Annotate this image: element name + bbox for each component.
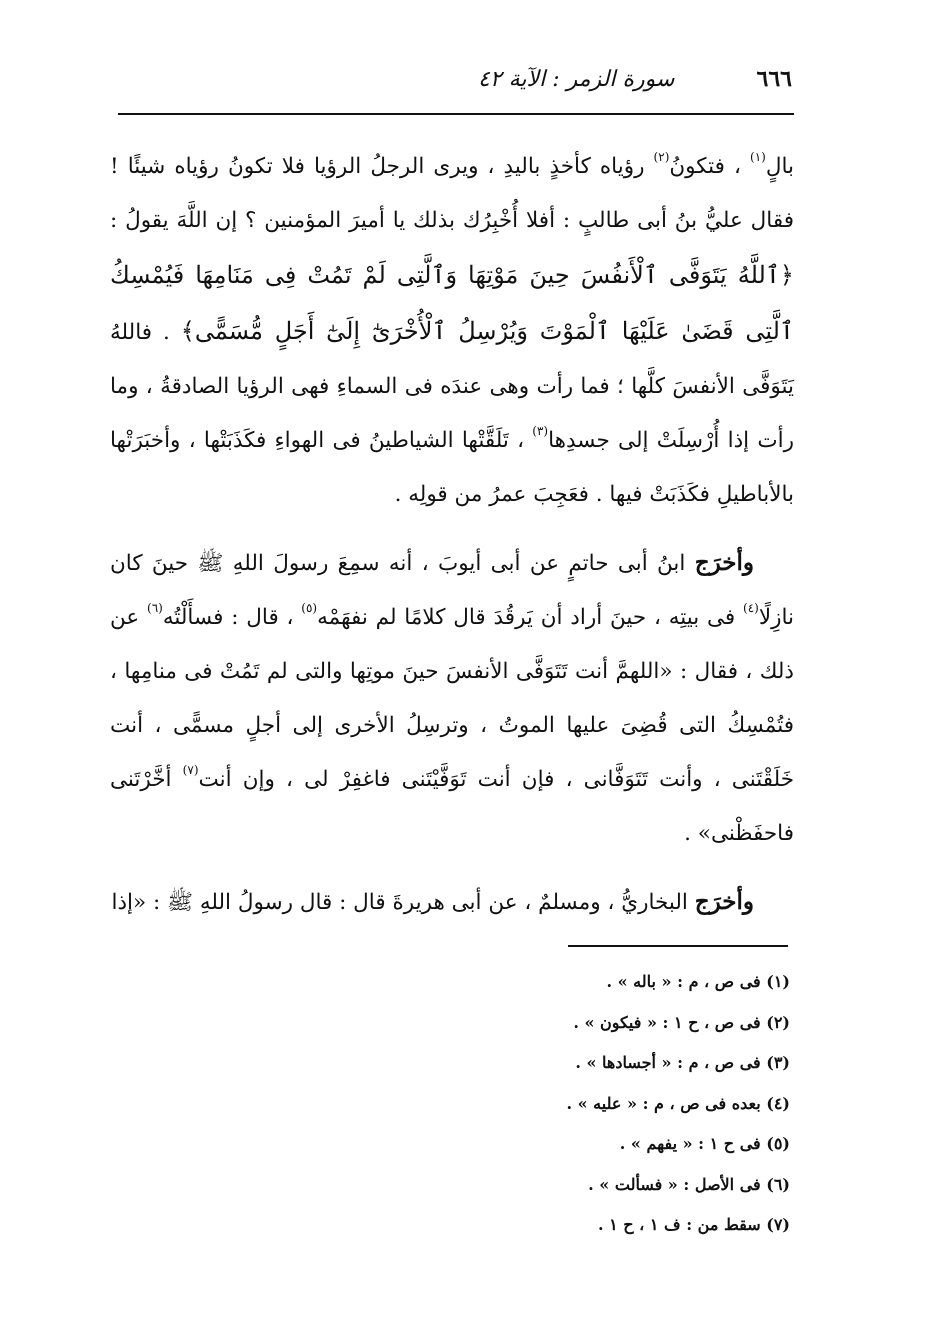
text-run: ، قال : فسأَلْتُه <box>162 605 302 630</box>
text-run: فى بيتِه ، حينَ أراد أن يَرقُدَ قال كلامًا لم نفهَمْه <box>317 605 743 630</box>
paragraph-1 <box>110 140 794 522</box>
page-number: ٦٦٦ <box>756 66 792 92</box>
footnote-3: (٣) فى ص ، م : « أجسادها » . <box>575 1053 790 1072</box>
text-run: ، تَلَقَّتْها الشياطينُ فى الهواءِ فكَذَبَتْها ، وأخبَرَتْها بالأباطيلِ فكَذَبَتْ فيها . فعَجِبَ عمرُ من قولِه . <box>110 428 794 507</box>
footnotes <box>300 962 790 1246</box>
text-run: رؤياه كأخذٍ باليدِ ، ويرى الرجلُ الرؤيا فلا تكونُ رؤياه شيئًا ! فقال عليُّ بنُ أبى طالبٍ : أفلا أُخْبِرُك بذلك يا أميرَ المؤمنين ؟ إن اللَّهَ يقولُ : <box>110 154 794 233</box>
narration-lead: وأخرَج <box>694 888 754 915</box>
text-run: بالٍ <box>765 154 794 179</box>
header-rule <box>118 113 794 115</box>
footnote-2: (٢) فى ص ، ح ١ : « فيكون » . <box>573 1012 790 1032</box>
footnote-6: (٦) فى الأصل : « فسألت » . <box>588 1174 790 1194</box>
footnote-ref-2: (٢) <box>653 150 670 164</box>
paragraph-2 <box>110 536 794 861</box>
paragraph-3 <box>110 875 794 930</box>
footnote-5: (٥) فى ح ١ : « يفهم » . <box>619 1134 790 1153</box>
quran-verse: ﴿ٱللَّهُ يَتَوَفَّى ٱلْأَنفُسَ حِينَ مَوْتِهَا وَٱلَّتِى لَمْ تَمُتْ فِى مَنَامِهَا فَيُمْسِكُ ٱلَّتِى قَضَىٰ عَلَيْهَا ٱلْمَوْتَ وَيُرْسِلُ ٱلْأُخْرَىٰٓ إِلَىٰٓ أَجَلٍ مُّسَمًّى﴾ <box>110 261 794 345</box>
footnote-ref-3: (٣) <box>532 424 549 438</box>
footnote-ref-7: (٧) <box>182 763 199 777</box>
text-run: أخَّرْتَنى فاحفَظْنى» . <box>110 767 794 846</box>
footnote-ref-1: (١) <box>750 150 766 164</box>
text-run: ، فتكونُ <box>669 154 750 179</box>
running-header <box>118 66 792 92</box>
main-text <box>110 140 794 930</box>
footnote-1: (١) فى ص ، م : « باله » . <box>606 972 790 991</box>
footnote-ref-4: (٤) <box>743 601 759 615</box>
footnote-7: (٧) سقط من : ف ١ ، ح ١ . <box>597 1215 790 1234</box>
text-run: البخاريُّ ، ومسلمٌ ، عن أبى هريرةَ قال : قال رسولُ اللهِ ﷺ : «إذا <box>111 890 695 915</box>
surah-title: سورة الزمر : الآية ٤٢ <box>478 67 675 92</box>
footnote-ref-5: (٥) <box>301 601 318 615</box>
text-run: ابنُ أبى حاتمٍ عن أبى أيوبَ ، أنه سمِعَ رسولَ اللهِ ﷺ حينَ كان نازِلًا <box>110 551 795 630</box>
footnote-rule <box>568 945 788 947</box>
footnote-ref-6: (٦) <box>147 601 163 615</box>
text-run: عن ذلك ، فقال : «اللهمَّ أنت تَتَوَفَّى الأنفسَ حينَ موتِها والتى لم تَمُتْ فى منامِها ، فتُمْسِكُ التى قُضِىَ عليها الموتُ ، وترسِلُ الأخرى إلى أجلٍ مسمًّى ، أنت خَلَقْتَنى ، وأنت تَتَوَفَّانى ، فإن أنت تَوَفَّيْتَنى فاغفِرْ لى ، وإن أنت <box>110 605 794 792</box>
text-run: . فاللهُ يَتَوَفَّى الأنفسَ كلَّها ؛ فما رأت وهى عندَه فى السماءِ فهى الرؤيا الصادقةُ ، وما رأت إذا أُرْسِلَتْ إلى جسدِها <box>110 320 794 453</box>
narration-lead: وأخرَج <box>694 549 754 576</box>
footnote-4: (٤) بعده فى ص ، م : « عليه » . <box>566 1093 790 1113</box>
